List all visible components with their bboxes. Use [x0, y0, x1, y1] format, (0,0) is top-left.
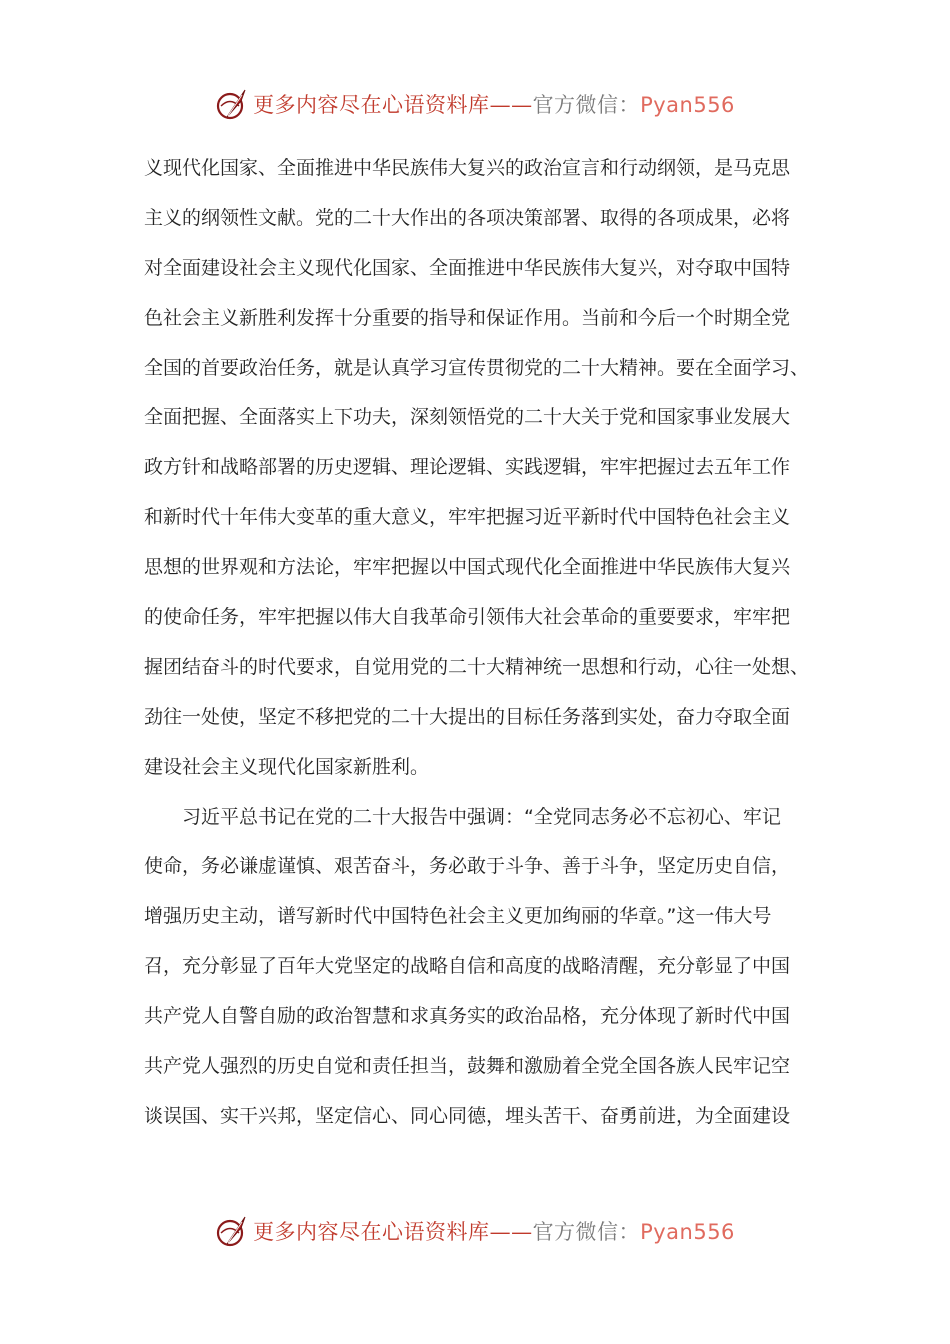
header-separator: ——: [489, 93, 533, 117]
footer-wechat-handle: Pyan556: [640, 1220, 735, 1244]
text-line: 建设社会主义现代化国家新胜利。: [144, 755, 430, 778]
text-line: 色社会主义新胜利发挥十分重要的指导和保证作用。当前和今后一个时期全党: [144, 306, 791, 329]
text-line: 握团结奋斗的时代要求，自觉用党的二十大精神统一思想和行动，心往一处想、: [144, 655, 810, 678]
text-line: 和新时代十年伟大变革的重大意义，牢牢把握习近平新时代中国特色社会主义: [144, 506, 791, 529]
text-line: 全面把握、全面落实上下功夫，深刻领悟党的二十大关于党和国家事业发展大: [144, 406, 791, 429]
text-line: 共产党人自警自励的政治智慧和求真务实的政治品格，充分体现了新时代中国: [144, 1005, 791, 1028]
footer-text: [253, 1216, 735, 1246]
header-text: [253, 89, 735, 119]
text-line: 的使命任务，牢牢把握以伟大自我革命引领伟大社会革命的重要要求，牢牢把: [144, 606, 791, 629]
document-body: [144, 144, 810, 1142]
text-line: 增强历史主动，谱写新时代中国特色社会主义更加绚丽的华章。”这一伟大号: [144, 905, 772, 928]
footer-banner: [0, 1211, 950, 1251]
header-wechat-label: 官方微信：: [532, 93, 641, 117]
text-line: 使命，务必谦虚谨慎、艰苦奋斗，务必敢于斗争、善于斗争，坚定历史自信，: [144, 855, 791, 878]
text-line: 思想的世界观和方法论，牢牢把握以中国式现代化全面推进中华民族伟大复兴: [144, 556, 791, 579]
quill-logo-icon: [215, 87, 249, 121]
header-site-name: 更多内容尽在心语资料库: [253, 93, 490, 117]
text-line: 义现代化国家、全面推进中华民族伟大复兴的政治宣言和行动纲领，是马克思: [144, 157, 791, 179]
text-line: 对全面建设社会主义现代化国家、全面推进中华民族伟大复兴，对夺取中国特: [144, 256, 791, 279]
footer-site-name: 更多内容尽在心语资料库: [253, 1220, 490, 1244]
text-line: 共产党人强烈的历史自觉和责任担当，鼓舞和激励着全党全国各族人民牢记空: [144, 1055, 791, 1078]
quill-logo-icon: [215, 1214, 249, 1248]
header-banner: [0, 84, 950, 124]
text-line: 全国的首要政治任务，就是认真学习宣传贯彻党的二十大精神。要在全面学习、: [144, 356, 810, 379]
text-line: 政方针和战略部署的历史逻辑、理论逻辑、实践逻辑，牢牢把握过去五年工作: [144, 456, 791, 479]
text-line: 劲往一处使，坚定不移把党的二十大提出的目标任务落到实处，奋力夺取全面: [144, 705, 791, 728]
paragraph-start-line: 习近平总书记在党的二十大报告中强调：“全党同志务必不忘初心、牢记: [182, 805, 781, 828]
text-line: 召，充分彰显了百年大党坚定的战略自信和高度的战略清醒，充分彰显了中国: [144, 955, 791, 978]
footer-wechat-label: 官方微信：: [532, 1220, 641, 1244]
footer-separator: ——: [489, 1220, 533, 1244]
header-wechat-handle: Pyan556: [640, 93, 735, 117]
text-line: 主义的纲领性文献。党的二十大作出的各项决策部署、取得的各项成果，必将: [144, 206, 791, 229]
text-line: 谈误国、实干兴邦，坚定信心、同心同德，埋头苦干、奋勇前进，为全面建设: [144, 1104, 791, 1127]
